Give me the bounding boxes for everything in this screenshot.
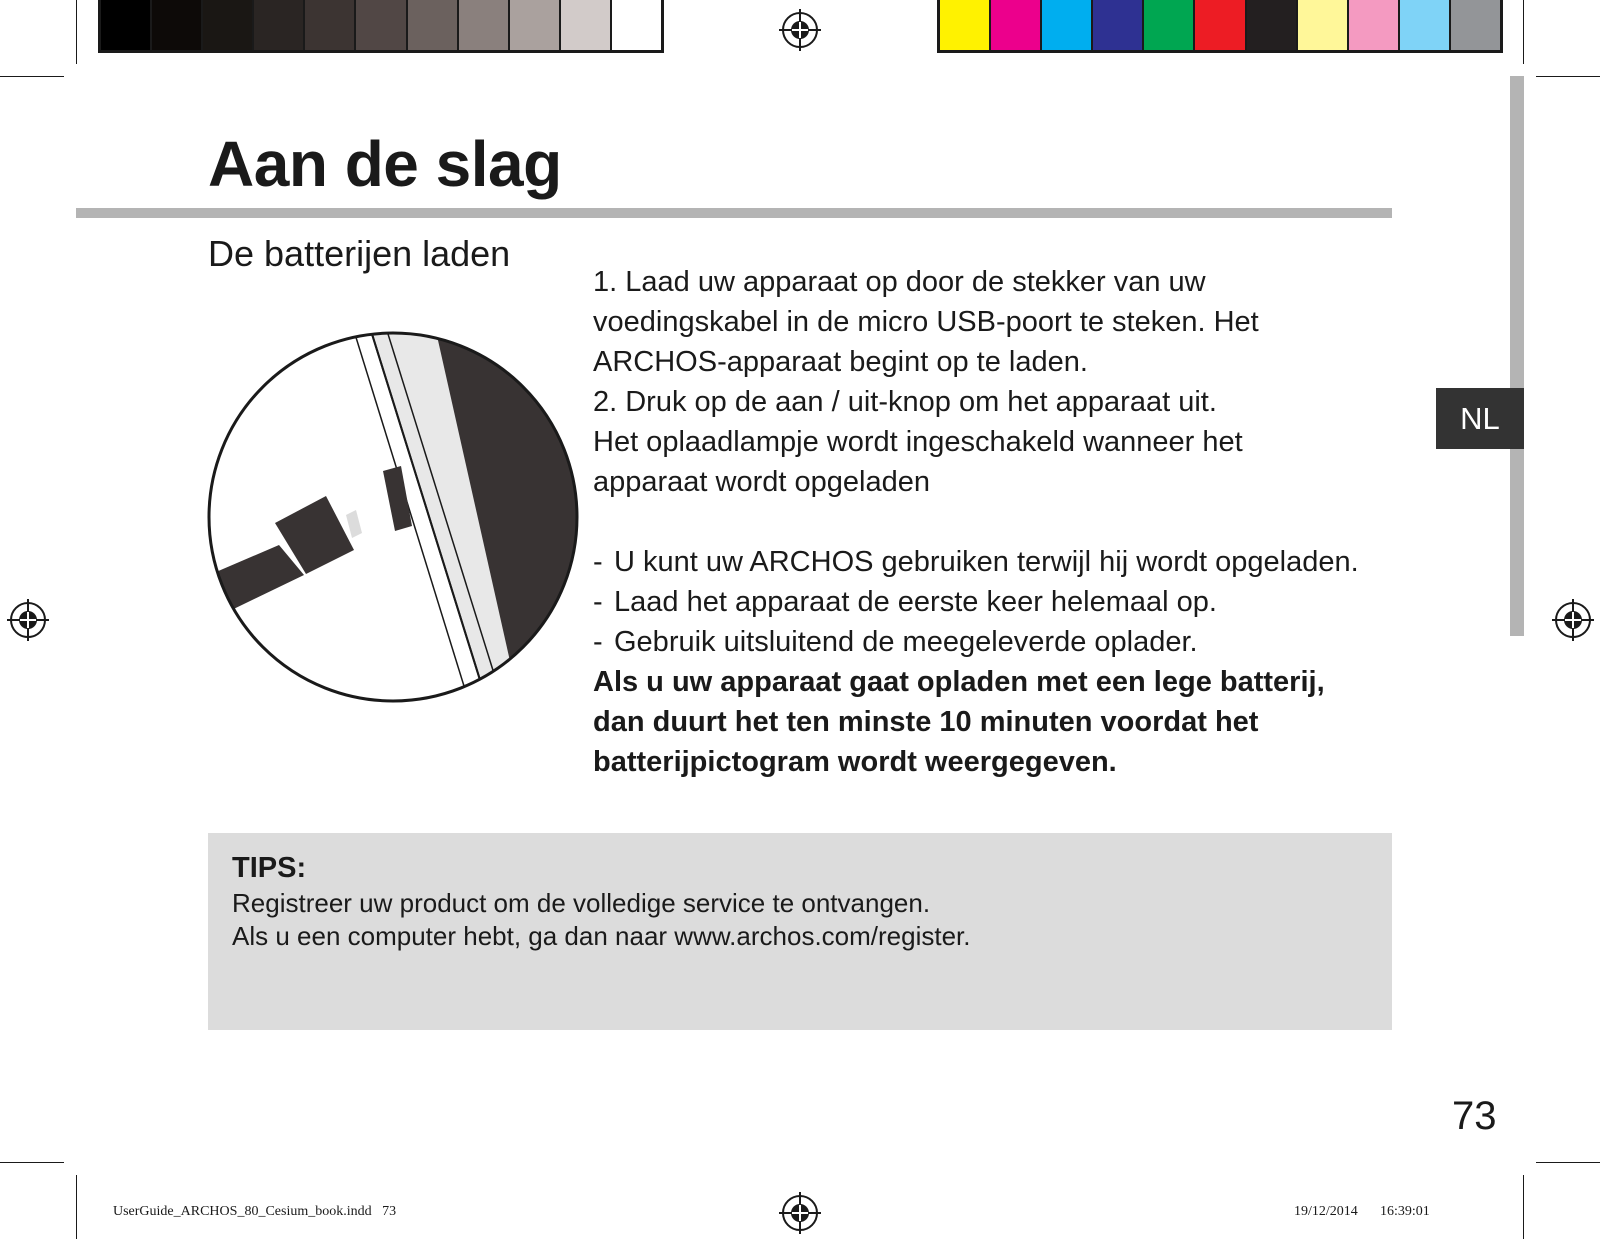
step-line: voedingskabel in de micro USB-poort te steken. Het: [593, 306, 1259, 338]
bullet-marker: -: [593, 626, 603, 658]
crop-mark: [76, 1175, 77, 1239]
color-swatch: [1091, 0, 1142, 50]
color-swatch: [1142, 0, 1193, 50]
color-swatch: [201, 0, 252, 50]
crop-mark: [0, 1162, 64, 1163]
color-swatch: [150, 0, 201, 50]
page-number: 73: [1452, 1094, 1497, 1138]
color-swatch: [252, 0, 303, 50]
list-item: [593, 622, 1413, 662]
warning-line: dan duurt het ten minste 10 minuten voordat het: [593, 706, 1259, 738]
color-swatch: [1296, 0, 1347, 50]
registration-mark-icon: [7, 599, 49, 641]
tips-line: Registreer uw product om de volledige service te ontvangen.: [232, 888, 931, 918]
side-tab-bar: [1510, 76, 1524, 636]
tips-line: Als u een computer hebt, ga dan naar www.archos.com/register.: [232, 921, 971, 951]
bullet-marker: -: [593, 586, 603, 618]
usb-charging-port-icon: [205, 328, 581, 706]
list-item-text: Gebruik uitsluitend de meegeleverde oplader.: [614, 626, 1198, 658]
color-swatch: [1398, 0, 1449, 50]
color-swatch: [508, 0, 559, 50]
warning-line: batterijpictogram wordt weergegeven.: [593, 746, 1117, 778]
registration-mark-icon: [779, 1192, 821, 1234]
gray-color-bar: [98, 0, 664, 53]
color-swatch: [989, 0, 1040, 50]
color-swatch: [1193, 0, 1244, 50]
empty-battery-warning: [593, 662, 1413, 782]
color-swatch: [610, 0, 661, 50]
crop-mark: [1536, 1162, 1600, 1163]
color-swatch: [406, 0, 457, 50]
section-title: De batterijen laden: [208, 233, 511, 274]
color-swatch: [940, 0, 989, 50]
charging-steps: [593, 262, 1353, 502]
list-item: [593, 582, 1413, 622]
crop-mark: [0, 76, 64, 77]
crop-mark: [1523, 0, 1524, 64]
crop-mark: [1536, 76, 1600, 77]
color-swatch: [101, 0, 150, 50]
crop-mark: [1523, 1175, 1524, 1239]
slug-file: UserGuide_ARCHOS_80_Cesium_book.indd 73: [113, 1204, 397, 1219]
process-color-bar: [937, 0, 1503, 53]
color-swatch: [457, 0, 508, 50]
color-swatch: [1449, 0, 1500, 50]
step-line: ARCHOS-apparaat begint op te laden.: [593, 346, 1088, 378]
registration-mark-icon: [1552, 599, 1594, 641]
list-item-text: U kunt uw ARCHOS gebruiken terwijl hij wordt opgeladen.: [614, 546, 1359, 578]
tips-box: [208, 833, 1392, 1030]
charging-notes: [593, 542, 1413, 662]
color-swatch: [1347, 0, 1398, 50]
slug-time: 16:39:01: [1380, 1204, 1430, 1219]
step-line: 2. Druk op de aan / uit-knop om het apparaat uit.: [593, 386, 1217, 418]
page-title: Aan de slag: [208, 128, 562, 200]
step-line: Het oplaadlampje wordt ingeschakeld wanneer het: [593, 426, 1243, 458]
bullet-marker: -: [593, 546, 603, 578]
color-swatch: [354, 0, 405, 50]
color-swatch: [1245, 0, 1296, 50]
color-swatch: [303, 0, 354, 50]
title-divider: [76, 208, 1392, 218]
step-line: apparaat wordt opgeladen: [593, 466, 930, 498]
tips-heading: TIPS:: [232, 852, 307, 884]
step-line: 1. Laad uw apparaat op door de stekker van uw: [593, 266, 1206, 298]
list-item: [593, 542, 1413, 582]
crop-mark: [76, 0, 77, 64]
warning-line: Als u uw apparaat gaat opladen met een lege batterij,: [593, 666, 1325, 698]
language-tab: NL: [1436, 388, 1524, 449]
list-item-text: Laad het apparaat de eerste keer helemaal op.: [614, 586, 1217, 618]
color-swatch: [559, 0, 610, 50]
color-swatch: [1040, 0, 1091, 50]
registration-mark-icon: [779, 9, 821, 51]
slug-date: 19/12/2014: [1294, 1204, 1358, 1219]
